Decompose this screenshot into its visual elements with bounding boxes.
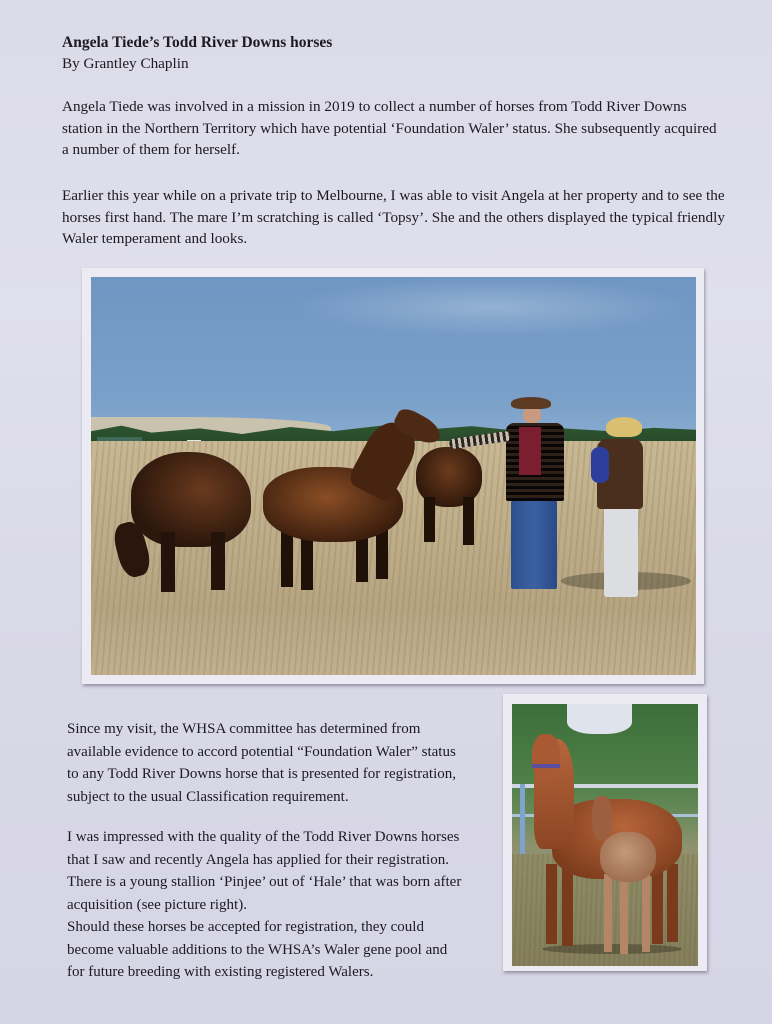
- mare-halter: [532, 764, 560, 768]
- horse-leg: [463, 497, 474, 545]
- woman-straw-hat: [606, 417, 642, 437]
- man-hat: [511, 397, 551, 409]
- article-byline: By Grantley Chaplin: [62, 55, 189, 72]
- sky-cloud: [291, 277, 691, 337]
- foal-leg: [604, 874, 612, 952]
- photo-horses-paddock-mount: [82, 268, 704, 684]
- foal-pinjee-head: [592, 796, 612, 840]
- sky-gap: [567, 704, 632, 734]
- mare-leg: [667, 864, 678, 942]
- foal-pinjee-body: [600, 832, 656, 882]
- photo-horses-paddock: [91, 277, 696, 675]
- photo-mare-foal-mount: [503, 694, 707, 971]
- horse-grazing-body: [131, 452, 251, 547]
- horse-leg: [161, 532, 175, 592]
- paragraph-committee: Since my visit, the WHSA committee has determined from available evidence to accord potential “Foundation Waler” status to any Todd River Downs horse that is presented for registration, subject to the usual Classification requirement.: [67, 721, 457, 805]
- horse-leg: [281, 532, 293, 587]
- foal-leg: [620, 874, 628, 954]
- foal-leg: [642, 874, 650, 952]
- woman-trousers: [604, 507, 638, 597]
- mare-leg: [652, 864, 663, 944]
- fence-post: [520, 784, 525, 854]
- mare-head: [532, 734, 560, 782]
- man-vest: [519, 427, 541, 475]
- paragraph-gene-pool: Should these horses be accepted for registration, they could become valuable additions to the WHSA’s Waler gene pool and for future breeding with existing registered Walers.: [67, 919, 448, 981]
- paragraph-intro: Angela Tiede was involved in a mission in 2019 to collect a number of horses from Todd River Downs station in the Northern Territory which have potential ‘Foundation Waler’ status. She subsequently acquired a number of them for herself.: [62, 98, 717, 158]
- woman-sleeve: [591, 447, 609, 483]
- mare-leg: [546, 864, 557, 944]
- horse-leg: [424, 497, 435, 542]
- mare-leg: [562, 864, 573, 946]
- man-jeans: [511, 499, 557, 589]
- article-title: Angela Tiede’s Todd River Downs horses: [62, 34, 333, 51]
- horse-leg: [211, 532, 225, 590]
- paragraph-visit: Earlier this year while on a private trip to Melbourne, I was able to visit Angela at her property and to see the horses first hand. The mare I’m scratching is called ‘Topsy’. She and the others displayed the typical friendly Waler temperament and looks.: [62, 187, 725, 247]
- paragraph-registration: I was impressed with the quality of the Todd River Downs horses that I saw and recently Angela has applied for their registration. There is a young stallion ‘Pinjee’ out of ‘Hale’ that was born after acquisition (see picture right).: [67, 829, 462, 913]
- photo-mare-foal: [512, 704, 698, 966]
- man-head: [523, 407, 541, 423]
